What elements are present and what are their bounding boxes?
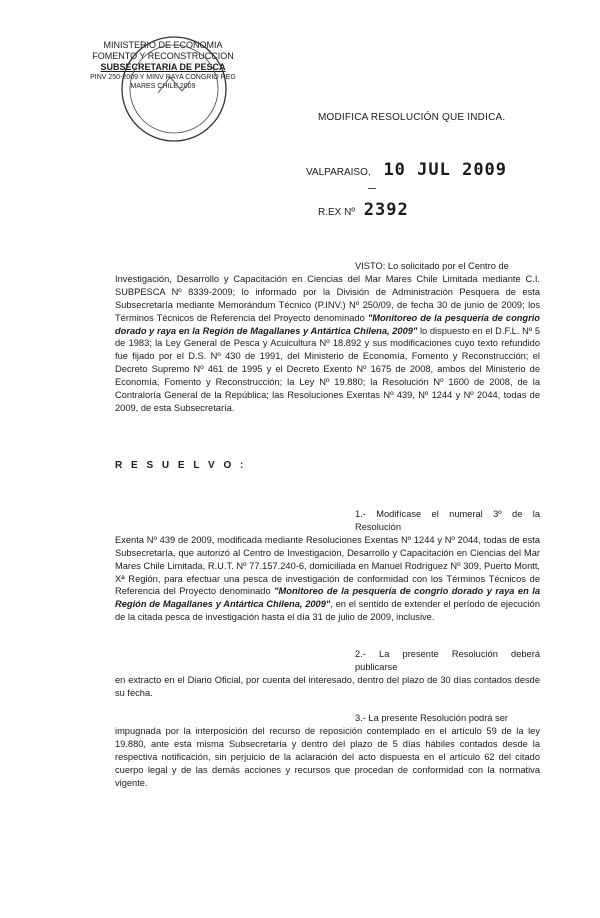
official-seal-icon	[118, 33, 230, 145]
ministry-name: MINISTERIO DE ECONOMIA	[103, 40, 223, 50]
item-1-lead: 1.- Modifícase el numeral 3º de la Resolución	[355, 509, 540, 532]
resolution-number-label: R.EX Nº	[318, 207, 355, 218]
visto-text-cont: lo dispuesto en el D.F.L. Nº 5 de 1983; la Ley General de Pesca y Acuicultura Nº 18.892 y sus modificaciones cuyo texto refundido fue fijado por el D.S. Nº 430 de 1991, del Ministerio de Economía, Fomento y Reconstrucción; el Decreto Supremo Nº 461 de 1995 y el Decreto Exento Nº 1675 de 2008, ambos del Ministerio de Economía, Fomento y Reconstrucción; la Ley Nº 19.880; la Resolución Nº 1600 de 2008, de la Contraloría General de la República; las Resoluciones Exentas Nº 439, Nº 1244 y Nº 2044, todas de 2009, de esta Subsecretaría.	[115, 325, 540, 413]
item-2-lead: 2.- La presente Resolución deberá publicarse	[355, 649, 540, 672]
item-3-lead: 3.- La presente Resolución podrá ser	[355, 713, 508, 723]
item-3-text: impugnada por la interposición del recurso de reposición contemplado en el artículo 59 de la ley 19.880, ante esta misma Subsecretaría y dentro del plazo de 5 días hábiles contados desde la respectiva notificación, sin perjuicio de la aclaración del acto dispuesta en el artículo 62 del citado cuerpo legal y de las demás acciones y recursos que procedan de conformidad con la normativa vigente.	[115, 725, 540, 788]
document-subject: MODIFICA RESOLUCIÓN QUE INDICA.	[318, 112, 506, 123]
item-2-text: en extracto en el Diario Oficial, por cuenta del interesado, dentro del plazo de 30 días contados desde su fecha.	[115, 674, 540, 698]
resolution-item-1	[115, 508, 540, 624]
resuelvo-heading: R E S U E L V O :	[115, 460, 247, 471]
place-date-line	[306, 160, 507, 180]
date-stamp: 10 JUL 2009	[383, 160, 508, 180]
place-label: VALPARAISO,	[306, 167, 371, 178]
undersecretariat-name: SUBSECRETARIA DE PESCA	[100, 62, 226, 72]
item-1-text: Exenta Nº 439 de 2009, modificada mediante Resoluciones Exentas Nº 1244 y Nº 2044, todas de esta Subsecretaría, que autorizó al Centro de Investigación, Desarrollo y Capacitación en Ciencias del Mar Mares Chile Limitada, R.U.T. Nº 77.157.240-6, domiciliada en Manuel Rodríguez Nº 309, Puerto Montt, Xª Región, para efectuar una pesca de investigación de conformidad con los Términos Técnicos de Referencia del Proyecto denominado	[115, 534, 540, 597]
file-reference: PINV 250-2009 Y MINV RAYA CONGRIO REG	[90, 74, 236, 81]
visto-text: Investigación, Desarrollo y Capacitación en Ciencias del Mar Mares Chile Limitada mediante C.I. SUBPESCA Nº 8339-2009; lo informado por la División de Administración Pesquera de esta Subsecretaría mediante Memorándum Técnico (P.INV.) Nº 250/09, de fecha 30 de junio de 2009; los Términos Técnicos de Referencia del Proyecto denominado	[115, 273, 540, 323]
item-1-project-name: "Monitoreo de la pesquería de congrio dorado y raya en la Región de Magallanes y Antártica Chilena, 2009"	[115, 586, 541, 610]
item-1-text-cont: , en el sentido de extender el período de ejecución de la citada pesca de investigación hasta el día 31 de julio de 2009, inclusive.	[115, 599, 540, 623]
handwritten-mark	[368, 188, 376, 192]
resolution-number-line	[318, 200, 409, 220]
ministry-name-cont: FOMENTO Y RECONSTRUCCION	[92, 51, 234, 61]
visto-paragraph	[115, 260, 540, 415]
resolution-item-2	[115, 648, 540, 700]
resolution-number: 2392	[363, 200, 409, 220]
resolution-item-3	[115, 712, 540, 789]
project-name: "Monitoreo de la pesquería de congrio dorado y raya en la Región de Magallanes y Antártica Chilena, 2009"	[115, 312, 540, 336]
file-reference-cont: MARES CHILE 2009	[130, 83, 196, 90]
visto-lead: VISTO: Lo solicitado por el Centro de	[355, 261, 509, 271]
